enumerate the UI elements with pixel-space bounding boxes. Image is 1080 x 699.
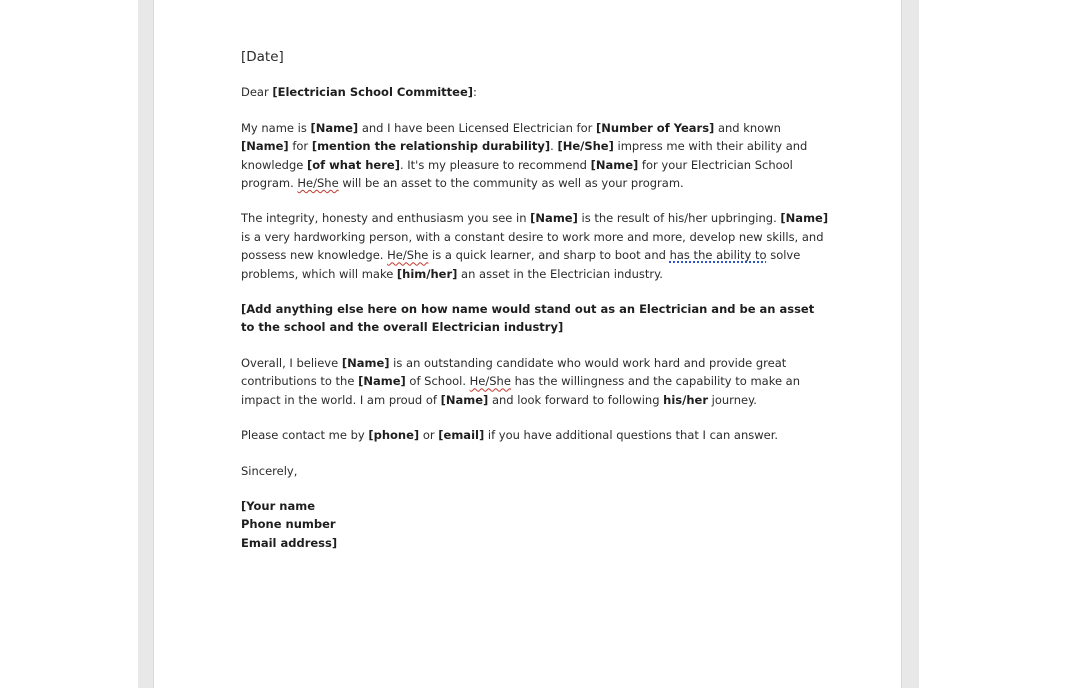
signature-email: Email address]: [241, 535, 338, 550]
salutation: Dear [Electrician School Committee]:: [241, 85, 477, 100]
grammar-flag[interactable]: has the ability to: [669, 248, 767, 263]
spelling-flag[interactable]: He/She: [387, 248, 429, 263]
paragraph-contact: Please contact me by [phone] or [email] if you have additional questions that I can answer.: [241, 428, 779, 443]
closing: Sincerely,: [241, 463, 298, 478]
date-placeholder: [Date]: [241, 49, 284, 65]
spelling-flag[interactable]: He/She: [469, 374, 511, 389]
recipient-placeholder: [Electrician School Committee]: [272, 85, 473, 100]
spelling-flag[interactable]: He/She: [297, 176, 339, 191]
paragraph-character: The integrity, honesty and enthusiasm you see in [Name] is the result of his/her upbringing. [Name] is a very hardworking person, with a constant desire to work more and more, develop new skills, and possess new knowledge. He/She is a quick learner, and sharp to boot and has the ability to solve problems, which will make [him/her] an asset in the Electrician industry.: [241, 211, 829, 281]
signature-phone: Phone number: [241, 517, 336, 532]
paragraph-additional-notes: [Add anything else here on how name would stand out as an Electrician and be an asset to the school and the overall Electrician industry]: [241, 302, 815, 335]
paragraph-summary: Overall, I believe [Name] is an outstanding candidate who would work hard and provide great contributions to the [Name] of School. He/She has the willingness and the capability to make an impact in the world. I am proud of [Name] and look forward to following his/her journey.: [241, 355, 801, 407]
signature-name: [Your name: [241, 498, 316, 513]
signature-block: [241, 497, 831, 552]
paragraph-introduction: My name is [Name] and I have been Licensed Electrician for [Number of Years] and known [Name] for [mention the relationship durability]. [He/She] impress me with their ability and knowledge [of what here]. It's my pleasure to recommend [Name] for your Electrician School program. He/She will be an asset to the community as well as your program.: [241, 120, 808, 191]
letter-body[interactable]: [241, 48, 831, 552]
